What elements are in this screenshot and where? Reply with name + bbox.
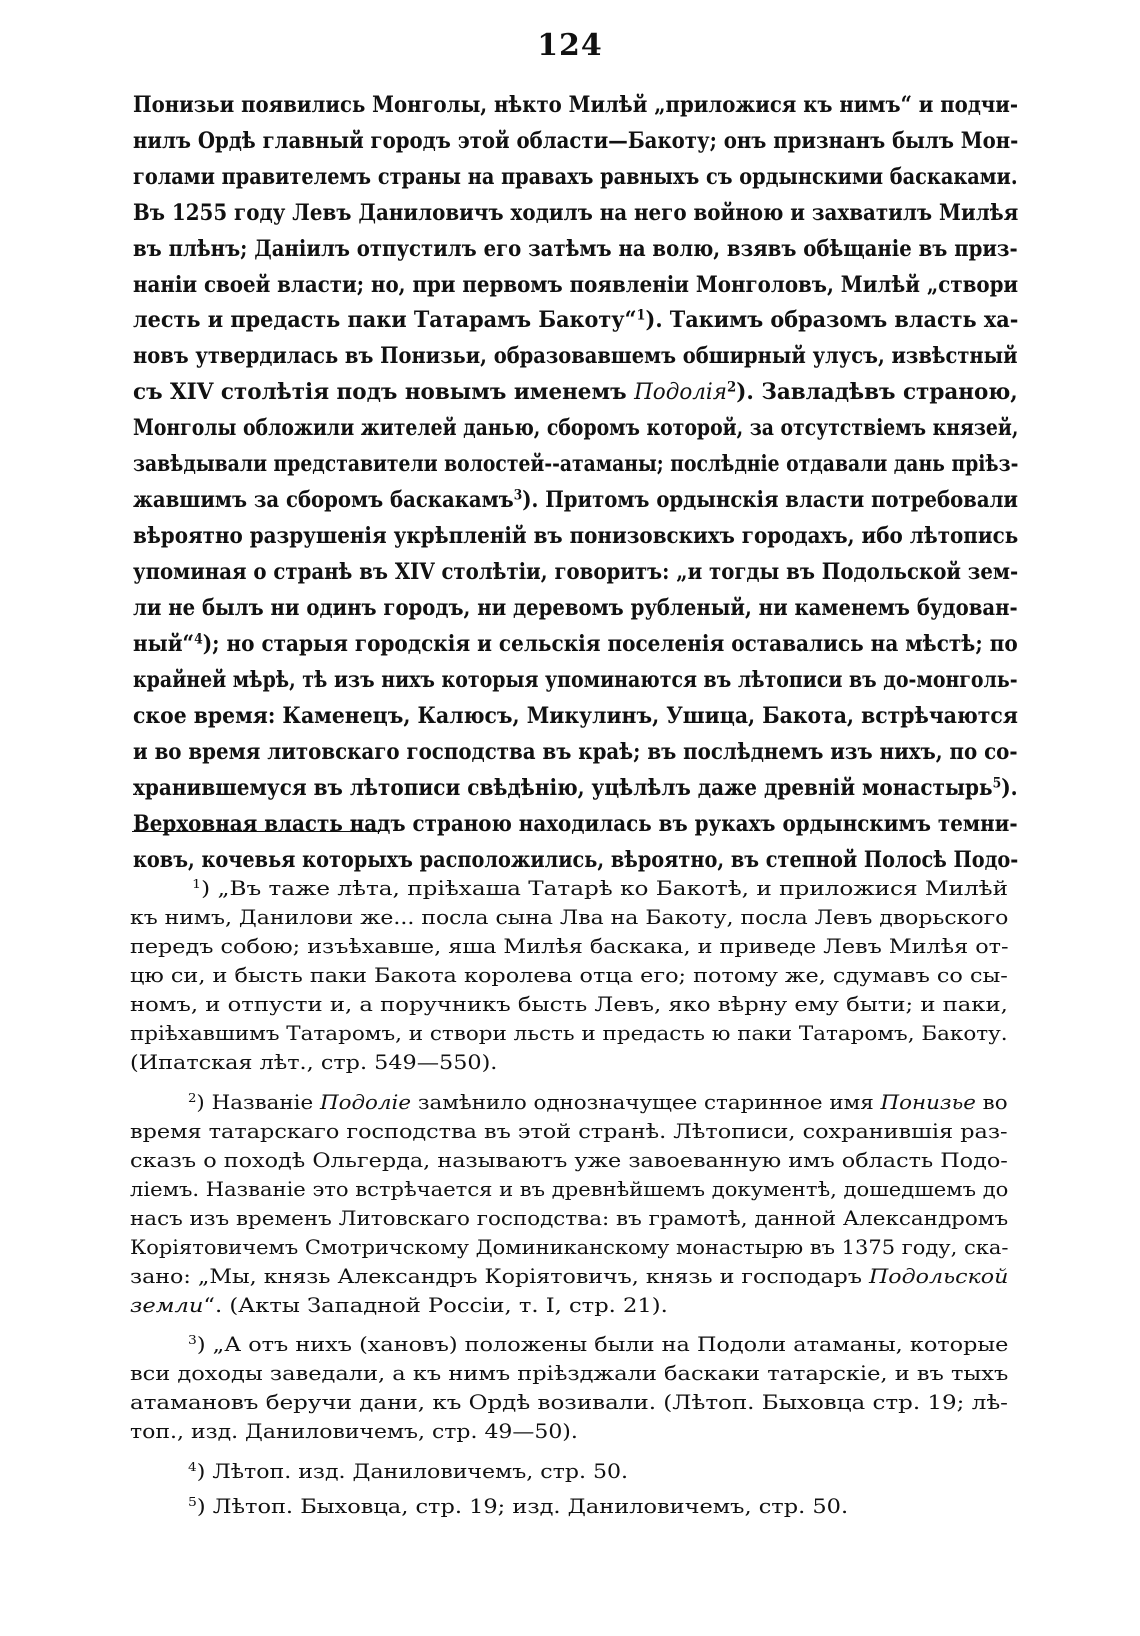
text-run: ). bbox=[1001, 775, 1018, 801]
footnote-ref: 2 bbox=[726, 379, 737, 396]
footnote-line bbox=[188, 1332, 1008, 1356]
body-line: упоминая о странѣ въ XIV столѣтіи, говоритъ: „и тогды въ Подольской зем- bbox=[133, 559, 1019, 585]
body-line: наніи своей власти; но, при первомъ появленіи Монголовъ, Милѣй „створи bbox=[133, 272, 1019, 298]
footnote-ref: 1 bbox=[636, 307, 646, 324]
body-line bbox=[133, 307, 1018, 333]
footnote-line bbox=[188, 1459, 628, 1483]
text-run: жавшимъ за сборомъ баскакамъ bbox=[133, 487, 514, 513]
footnote-line: пріѣхавшимъ Татаромъ, и створи льсть и предасть ю паки Татаромъ, Бакоту. bbox=[130, 1021, 1008, 1045]
body-line: Монголы обложили жителей данью, сборомъ которой, за отсутствіемъ князей, bbox=[133, 415, 1019, 441]
text-run: ). Завладѣвъ страною, bbox=[736, 379, 1018, 405]
text-run: “. (Акты Западной Россіи, т. I, стр. 21). bbox=[203, 1293, 668, 1317]
italic-term: Понизье bbox=[880, 1090, 976, 1114]
footnote-line: атамановъ беручи дани, къ Ордѣ возивали. (Лѣтоп. Быховца стр. 19; лѣ- bbox=[130, 1390, 1008, 1414]
footnote-line: топ., изд. Даниловичемъ, стр. 49—50). bbox=[130, 1419, 578, 1443]
body-line: въ плѣнъ; Даніилъ отпустилъ его затѣмъ на волю, взявъ обѣщаніе въ приз- bbox=[133, 236, 1018, 262]
footnote-number: 5 bbox=[188, 1494, 197, 1510]
text-run: ) Лѣтоп. Быховца, стр. 19; изд. Даниловичемъ, стр. 50. bbox=[196, 1494, 849, 1518]
text-run: ный“ bbox=[133, 631, 195, 657]
footnote-line: къ нимъ, Данилови же... посла сына Лва на Бакоту, посла Левъ дворьского bbox=[130, 905, 1009, 929]
text-run: ). Такимъ образомъ власть ха- bbox=[645, 307, 1019, 333]
body-line: новъ утвердилась въ Понизьи, образовавшемъ обширный улусъ, извѣстный bbox=[133, 343, 1018, 369]
footnote-number: 1 bbox=[192, 876, 202, 892]
footnote-ref: 3 bbox=[513, 487, 523, 504]
footnote-line: сказъ о походѣ Ольгерда, называютъ уже завоеванную имъ область Подо- bbox=[130, 1148, 1008, 1172]
body-line: вѣроятно разрушенія укрѣпленій въ понизовскихъ городахъ, ибо лѣтопись bbox=[133, 523, 1019, 549]
footnote-ref: 4 bbox=[194, 631, 203, 648]
footnote-divider bbox=[132, 831, 380, 832]
footnote-line: Коріятовичемъ Смотричскому Доминиканскому монастырю въ 1375 году, ска- bbox=[130, 1235, 1009, 1259]
body-line: ли не былъ ни одинъ городъ, ни деревомъ рубленый, ни каменемъ будован- bbox=[133, 595, 1018, 621]
text-run: ) „А отъ нихъ (хановъ) положены были на Подоли атаманы, которые bbox=[196, 1332, 1009, 1356]
footnote-number: 4 bbox=[188, 1459, 197, 1475]
body-line: и во время литовскаго господства въ краѣ; въ послѣднемъ изъ нихъ, по со- bbox=[133, 739, 1018, 765]
body-line: голами правителемъ страны на правахъ равныхъ съ ордынскими баскаками. bbox=[133, 164, 1018, 190]
body-line: ковъ, кочевья которыхъ расположились, вѣроятно, въ степной Полосѣ Подо- bbox=[133, 847, 1019, 873]
footnote-line: цю си, и бысть паки Бакота королева отца его; потому же, сдумавъ со сы- bbox=[130, 963, 1008, 987]
footnote-line: номъ, и отпусти и, а поручникъ бысть Левъ, яко вѣрну ему быти; и паки, bbox=[130, 992, 1008, 1016]
text-run: хранившемуся въ лѣтописи свѣдѣнію, уцѣлѣлъ даже древній монастырь bbox=[133, 775, 993, 801]
text-run: ); но старыя городскія и сельскія поселенія оставались на мѣстѣ; по bbox=[202, 631, 1018, 657]
text-run: съ XIV столѣтія подъ новымъ именемъ bbox=[133, 379, 627, 405]
text-run: ). Притомъ ордынскія власти потребовали bbox=[522, 487, 1018, 513]
footnote-ref: 5 bbox=[992, 775, 1002, 792]
text-run: зано: „Мы, князь Александръ Коріятовичъ, князь и господаръ bbox=[130, 1264, 862, 1288]
body-line: Въ 1255 году Левъ Даниловичъ ходилъ на него войною и захватилъ Милѣя bbox=[133, 200, 1019, 226]
page-number: 124 bbox=[537, 28, 603, 63]
italic-term: Подолія bbox=[634, 380, 727, 405]
footnote-number: 2 bbox=[188, 1090, 197, 1106]
footnote-line bbox=[130, 1264, 1008, 1288]
body-line: Верховная власть надъ страною находилась въ рукахъ ордынскимъ темни- bbox=[133, 811, 1018, 837]
footnote-number: 3 bbox=[188, 1332, 197, 1348]
body-line: ское время: Каменецъ, Калюсъ, Микулинъ, Ушица, Бакота, встрѣчаются bbox=[133, 703, 1018, 729]
footnote-line: вси доходы заведали, а къ нимъ пріѣзджали баскаки татарскіе, и въ тыхъ bbox=[130, 1361, 1009, 1385]
footnote-line: передъ собою; изъѣхавше, яша Милѣя баскака, и приведе Левъ Милѣя от- bbox=[130, 934, 1009, 958]
body-line: крайней мѣрѣ, тѣ изъ нихъ которыя упоминаются въ лѣтописи въ до-монголь- bbox=[133, 667, 1018, 693]
body-line: нилъ Ордѣ главный городъ этой области—Бакоту; онъ признанъ былъ Мон- bbox=[133, 128, 1019, 154]
footnote-line: (Ипатская лѣт., стр. 549—550). bbox=[130, 1050, 498, 1074]
body-line bbox=[133, 487, 1018, 513]
body-line: Понизьи появились Монголы, нѣкто Милѣй „приложися къ нимъ“ и подчи- bbox=[133, 92, 1019, 118]
footnote-line bbox=[130, 1293, 668, 1317]
italic-term: земли bbox=[130, 1293, 204, 1317]
body-line bbox=[133, 775, 1018, 801]
text-run: лесть и предасть паки Татарамъ Бакоту“ bbox=[133, 307, 637, 333]
footnote-line bbox=[192, 876, 1008, 900]
text-run: замѣнило однозначущее старинное имя bbox=[417, 1090, 874, 1114]
text-run: ) Названіе bbox=[196, 1090, 314, 1114]
footnote-line: насъ изъ временъ Литовскаго господства: въ грамотѣ, данной Александромъ bbox=[130, 1206, 1009, 1230]
text-run: ) „Въ таже лѣта, пріѣхаша Татарѣ ко Бакотѣ, и приложися Милѣй bbox=[201, 876, 1008, 900]
body-line bbox=[133, 379, 1018, 405]
text-run: во bbox=[982, 1090, 1008, 1114]
body-line: завѣдывали представители волостей--атаманы; послѣдніе отдавали дань пріѣз- bbox=[133, 451, 1019, 477]
body-line bbox=[133, 631, 1018, 657]
text-run: ) Лѣтоп. изд. Даниловичемъ, стр. 50. bbox=[196, 1459, 629, 1483]
footnote-line: время татарскаго господства въ этой странѣ. Лѣтописи, сохранившія раз- bbox=[130, 1119, 1008, 1143]
footnote-line: ліемъ. Названіе это встрѣчается и въ древнѣйшемъ документѣ, дошедшемъ до bbox=[130, 1177, 1009, 1201]
footnote-line bbox=[188, 1494, 848, 1518]
footnote-line bbox=[188, 1090, 1008, 1114]
italic-term: Подольской bbox=[868, 1264, 1009, 1288]
italic-term: Подоліе bbox=[319, 1090, 412, 1114]
